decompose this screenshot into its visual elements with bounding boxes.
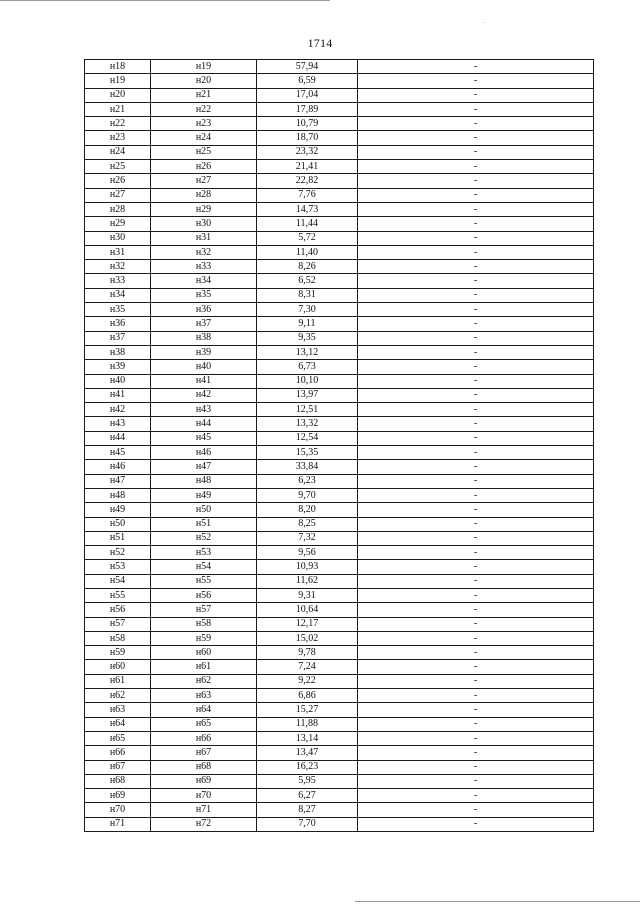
table-row (85, 231, 594, 245)
point-from-cell: н33 (85, 274, 151, 288)
table-row (85, 217, 594, 231)
length-value-cell: 9,31 (257, 588, 358, 602)
table-row (85, 360, 594, 374)
point-from-cell: н44 (85, 431, 151, 445)
point-from-cell: н60 (85, 660, 151, 674)
point-to-cell: н28 (151, 188, 257, 202)
point-from-cell: н26 (85, 174, 151, 188)
note-cell: - (358, 588, 594, 602)
point-to-cell: н43 (151, 403, 257, 417)
length-value-cell: 6,27 (257, 789, 358, 803)
point-from-cell: н29 (85, 217, 151, 231)
point-to-cell: н66 (151, 731, 257, 745)
point-from-cell: н47 (85, 474, 151, 488)
note-cell: - (358, 331, 594, 345)
length-value-cell: 12,51 (257, 403, 358, 417)
table-row (85, 717, 594, 731)
length-value-cell: 9,35 (257, 331, 358, 345)
note-cell: - (358, 460, 594, 474)
point-to-cell: н41 (151, 374, 257, 388)
note-cell: - (358, 374, 594, 388)
table-row (85, 660, 594, 674)
note-cell: - (358, 217, 594, 231)
length-value-cell: 6,59 (257, 74, 358, 88)
point-from-cell: н67 (85, 760, 151, 774)
table-row (85, 331, 594, 345)
point-from-cell: н23 (85, 131, 151, 145)
point-from-cell: н27 (85, 188, 151, 202)
note-cell: - (358, 431, 594, 445)
point-from-cell: н43 (85, 417, 151, 431)
point-to-cell: н54 (151, 560, 257, 574)
point-from-cell: н24 (85, 145, 151, 159)
point-from-cell: н42 (85, 403, 151, 417)
note-cell: - (358, 88, 594, 102)
note-cell: - (358, 503, 594, 517)
length-value-cell: 8,31 (257, 288, 358, 302)
length-value-cell: 13,32 (257, 417, 358, 431)
point-from-cell: н51 (85, 531, 151, 545)
length-value-cell: 15,02 (257, 631, 358, 645)
note-cell: - (358, 145, 594, 159)
table-row (85, 746, 594, 760)
length-value-cell: 8,27 (257, 803, 358, 817)
point-from-cell: н19 (85, 74, 151, 88)
table-row (85, 88, 594, 102)
length-value-cell: 12,54 (257, 431, 358, 445)
length-value-cell: 12,17 (257, 617, 358, 631)
point-to-cell: н26 (151, 160, 257, 174)
note-cell: - (358, 360, 594, 374)
note-cell: - (358, 245, 594, 259)
length-value-cell: 15,35 (257, 446, 358, 460)
point-to-cell: н47 (151, 460, 257, 474)
note-cell: - (358, 546, 594, 560)
length-value-cell: 18,70 (257, 131, 358, 145)
length-value-cell: 10,93 (257, 560, 358, 574)
note-cell: - (358, 403, 594, 417)
point-from-cell: н64 (85, 717, 151, 731)
table-row (85, 460, 594, 474)
note-cell: - (358, 531, 594, 545)
point-to-cell: н65 (151, 717, 257, 731)
length-value-cell: 6,73 (257, 360, 358, 374)
point-to-cell: н64 (151, 703, 257, 717)
length-value-cell: 9,11 (257, 317, 358, 331)
point-from-cell: н52 (85, 546, 151, 560)
point-to-cell: н52 (151, 531, 257, 545)
table-row (85, 417, 594, 431)
length-value-cell: 6,86 (257, 689, 358, 703)
point-to-cell: н60 (151, 646, 257, 660)
point-from-cell: н63 (85, 703, 151, 717)
note-cell: - (358, 303, 594, 317)
point-to-cell: н62 (151, 674, 257, 688)
note-cell: - (358, 817, 594, 831)
length-value-cell: 13,12 (257, 345, 358, 359)
length-value-cell: 23,32 (257, 145, 358, 159)
note-cell: - (358, 274, 594, 288)
table-row (85, 574, 594, 588)
length-value-cell: 6,23 (257, 474, 358, 488)
table-row (85, 245, 594, 259)
length-value-cell: 33,84 (257, 460, 358, 474)
length-value-cell: 13,47 (257, 746, 358, 760)
point-to-cell: н70 (151, 789, 257, 803)
length-value-cell: 10,79 (257, 117, 358, 131)
table-row (85, 789, 594, 803)
note-cell: - (358, 60, 594, 74)
length-value-cell: 16,23 (257, 760, 358, 774)
table-row (85, 503, 594, 517)
length-value-cell: 11,62 (257, 574, 358, 588)
point-from-cell: н66 (85, 746, 151, 760)
length-value-cell: 5,95 (257, 774, 358, 788)
page-number: 1714 (307, 36, 333, 50)
note-cell: - (358, 560, 594, 574)
point-from-cell: н59 (85, 646, 151, 660)
note-cell: - (358, 717, 594, 731)
length-value-cell: 9,78 (257, 646, 358, 660)
table-row (85, 588, 594, 602)
point-from-cell: н30 (85, 231, 151, 245)
coordinates-table (84, 59, 594, 832)
point-to-cell: н19 (151, 60, 257, 74)
point-to-cell: н20 (151, 74, 257, 88)
table-row (85, 102, 594, 116)
point-from-cell: н36 (85, 317, 151, 331)
length-value-cell: 14,73 (257, 202, 358, 216)
point-to-cell: н27 (151, 174, 257, 188)
note-cell: - (358, 574, 594, 588)
point-to-cell: н37 (151, 317, 257, 331)
point-to-cell: н50 (151, 503, 257, 517)
point-to-cell: н30 (151, 217, 257, 231)
length-value-cell: 6,52 (257, 274, 358, 288)
point-from-cell: н49 (85, 503, 151, 517)
table-row (85, 74, 594, 88)
point-to-cell: н39 (151, 345, 257, 359)
note-cell: - (358, 117, 594, 131)
note-cell: - (358, 446, 594, 460)
point-from-cell: н32 (85, 260, 151, 274)
note-cell: - (358, 388, 594, 402)
point-to-cell: н53 (151, 546, 257, 560)
note-cell: - (358, 102, 594, 116)
length-value-cell: 22,82 (257, 174, 358, 188)
note-cell: - (358, 617, 594, 631)
point-from-cell: н65 (85, 731, 151, 745)
point-from-cell: н48 (85, 488, 151, 502)
note-cell: - (358, 603, 594, 617)
point-from-cell: н71 (85, 817, 151, 831)
note-cell: - (358, 160, 594, 174)
length-value-cell: 5,72 (257, 231, 358, 245)
point-from-cell: н70 (85, 803, 151, 817)
point-from-cell: н34 (85, 288, 151, 302)
point-from-cell: н68 (85, 774, 151, 788)
point-from-cell: н18 (85, 60, 151, 74)
length-value-cell: 8,26 (257, 260, 358, 274)
table-row (85, 703, 594, 717)
point-from-cell: н25 (85, 160, 151, 174)
point-from-cell: н61 (85, 674, 151, 688)
table-row (85, 603, 594, 617)
point-to-cell: н34 (151, 274, 257, 288)
point-to-cell: н57 (151, 603, 257, 617)
table-row (85, 288, 594, 302)
scan-speck (484, 22, 485, 23)
note-cell: - (358, 689, 594, 703)
length-value-cell: 10,10 (257, 374, 358, 388)
point-to-cell: н29 (151, 202, 257, 216)
point-to-cell: н36 (151, 303, 257, 317)
point-from-cell: н53 (85, 560, 151, 574)
point-to-cell: н68 (151, 760, 257, 774)
table-row (85, 617, 594, 631)
point-to-cell: н24 (151, 131, 257, 145)
table-row (85, 817, 594, 831)
table-row (85, 431, 594, 445)
point-to-cell: н69 (151, 774, 257, 788)
point-from-cell: н50 (85, 517, 151, 531)
point-from-cell: н28 (85, 202, 151, 216)
table-row (85, 631, 594, 645)
table-row (85, 60, 594, 74)
point-to-cell: н55 (151, 574, 257, 588)
point-to-cell: н42 (151, 388, 257, 402)
point-to-cell: н32 (151, 245, 257, 259)
table-row (85, 488, 594, 502)
length-value-cell: 17,89 (257, 102, 358, 116)
point-from-cell: н57 (85, 617, 151, 631)
point-to-cell: н31 (151, 231, 257, 245)
table-row (85, 260, 594, 274)
note-cell: - (358, 789, 594, 803)
scan-edge-top (0, 0, 330, 1)
table-row (85, 760, 594, 774)
note-cell: - (358, 260, 594, 274)
length-value-cell: 7,32 (257, 531, 358, 545)
point-to-cell: н33 (151, 260, 257, 274)
note-cell: - (358, 731, 594, 745)
point-from-cell: н62 (85, 689, 151, 703)
point-to-cell: н40 (151, 360, 257, 374)
note-cell: - (358, 131, 594, 145)
length-value-cell: 11,40 (257, 245, 358, 259)
table-row (85, 731, 594, 745)
point-from-cell: н55 (85, 588, 151, 602)
table-row (85, 202, 594, 216)
length-value-cell: 13,97 (257, 388, 358, 402)
length-value-cell: 13,14 (257, 731, 358, 745)
table-row (85, 546, 594, 560)
point-to-cell: н51 (151, 517, 257, 531)
length-value-cell: 8,25 (257, 517, 358, 531)
note-cell: - (358, 631, 594, 645)
point-to-cell: н61 (151, 660, 257, 674)
point-from-cell: н41 (85, 388, 151, 402)
table-row (85, 131, 594, 145)
note-cell: - (358, 760, 594, 774)
length-value-cell: 11,44 (257, 217, 358, 231)
point-to-cell: н59 (151, 631, 257, 645)
note-cell: - (358, 774, 594, 788)
note-cell: - (358, 474, 594, 488)
point-from-cell: н69 (85, 789, 151, 803)
note-cell: - (358, 174, 594, 188)
point-to-cell: н21 (151, 88, 257, 102)
length-value-cell: 8,20 (257, 503, 358, 517)
point-from-cell: н20 (85, 88, 151, 102)
table-row (85, 317, 594, 331)
point-to-cell: н67 (151, 746, 257, 760)
table-row (85, 174, 594, 188)
length-value-cell: 9,22 (257, 674, 358, 688)
length-value-cell: 9,70 (257, 488, 358, 502)
table-row (85, 274, 594, 288)
point-to-cell: н46 (151, 446, 257, 460)
point-to-cell: н56 (151, 588, 257, 602)
point-from-cell: н45 (85, 446, 151, 460)
note-cell: - (358, 674, 594, 688)
table-row (85, 531, 594, 545)
point-from-cell: н40 (85, 374, 151, 388)
note-cell: - (358, 345, 594, 359)
table-row (85, 403, 594, 417)
point-to-cell: н22 (151, 102, 257, 116)
table-row (85, 474, 594, 488)
table-row (85, 374, 594, 388)
length-value-cell: 21,41 (257, 160, 358, 174)
note-cell: - (358, 74, 594, 88)
point-to-cell: н38 (151, 331, 257, 345)
note-cell: - (358, 646, 594, 660)
point-to-cell: н44 (151, 417, 257, 431)
length-value-cell: 15,27 (257, 703, 358, 717)
length-value-cell: 17,04 (257, 88, 358, 102)
note-cell: - (358, 317, 594, 331)
note-cell: - (358, 517, 594, 531)
note-cell: - (358, 202, 594, 216)
table-row (85, 446, 594, 460)
point-from-cell: н46 (85, 460, 151, 474)
point-to-cell: н71 (151, 803, 257, 817)
note-cell: - (358, 188, 594, 202)
note-cell: - (358, 288, 594, 302)
table-row (85, 388, 594, 402)
note-cell: - (358, 703, 594, 717)
table-row (85, 145, 594, 159)
length-value-cell: 7,30 (257, 303, 358, 317)
note-cell: - (358, 231, 594, 245)
point-to-cell: н49 (151, 488, 257, 502)
length-value-cell: 7,24 (257, 660, 358, 674)
point-to-cell: н25 (151, 145, 257, 159)
table-row (85, 774, 594, 788)
point-from-cell: н38 (85, 345, 151, 359)
table-row (85, 646, 594, 660)
point-to-cell: н45 (151, 431, 257, 445)
point-from-cell: н21 (85, 102, 151, 116)
point-to-cell: н72 (151, 817, 257, 831)
point-from-cell: н37 (85, 331, 151, 345)
note-cell: - (358, 488, 594, 502)
point-from-cell: н35 (85, 303, 151, 317)
point-from-cell: н39 (85, 360, 151, 374)
point-from-cell: н31 (85, 245, 151, 259)
point-to-cell: н58 (151, 617, 257, 631)
table-body (85, 60, 594, 832)
scan-edge-bottom (355, 901, 640, 902)
point-to-cell: н63 (151, 689, 257, 703)
point-to-cell: н23 (151, 117, 257, 131)
point-to-cell: н35 (151, 288, 257, 302)
note-cell: - (358, 417, 594, 431)
length-value-cell: 10,64 (257, 603, 358, 617)
length-value-cell: 11,88 (257, 717, 358, 731)
table-row (85, 345, 594, 359)
table-row (85, 674, 594, 688)
table-row (85, 303, 594, 317)
note-cell: - (358, 746, 594, 760)
table-row (85, 689, 594, 703)
table-row (85, 160, 594, 174)
length-value-cell: 7,76 (257, 188, 358, 202)
point-from-cell: н56 (85, 603, 151, 617)
table-row (85, 560, 594, 574)
length-value-cell: 9,56 (257, 546, 358, 560)
point-to-cell: н48 (151, 474, 257, 488)
point-from-cell: н22 (85, 117, 151, 131)
note-cell: - (358, 803, 594, 817)
point-from-cell: н58 (85, 631, 151, 645)
table-row (85, 803, 594, 817)
note-cell: - (358, 660, 594, 674)
table-row (85, 517, 594, 531)
table-row (85, 117, 594, 131)
length-value-cell: 7,70 (257, 817, 358, 831)
length-value-cell: 57,94 (257, 60, 358, 74)
table-row (85, 188, 594, 202)
point-from-cell: н54 (85, 574, 151, 588)
